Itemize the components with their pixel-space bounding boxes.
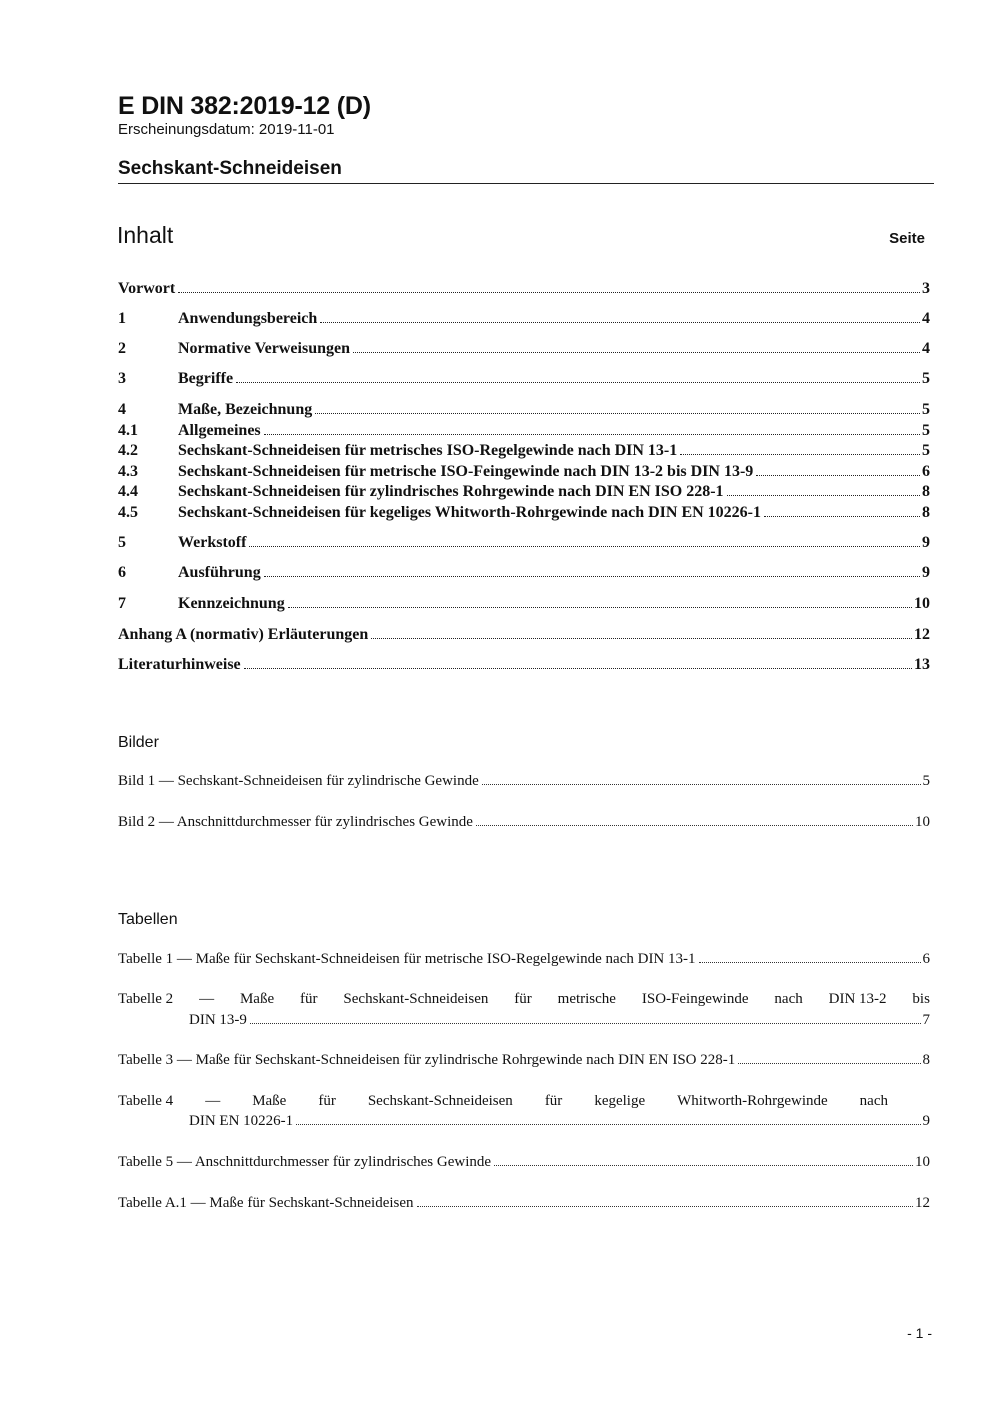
toc-entry-number: 6 xyxy=(118,564,126,581)
figure-entry[interactable] xyxy=(118,773,930,793)
document-title: Sechskant-Schneideisen xyxy=(118,158,342,179)
word: kegelige xyxy=(594,1093,646,1109)
dot-leader xyxy=(371,638,912,639)
toc-entry-title: Literaturhinweise xyxy=(118,656,241,673)
toc-entry-page: 10 xyxy=(914,595,930,612)
toc-entry-number: 4.1 xyxy=(118,422,138,439)
word: metrische xyxy=(557,991,616,1007)
table-entry-title: Tabelle 3 — Maße für Sechskant-Schneideisen für zylindrische Rohrgewinde nach DIN EN ISO 228-1 xyxy=(118,1052,736,1068)
figure-entry[interactable] xyxy=(118,814,930,834)
dot-leader xyxy=(756,475,920,476)
toc-entry-page: 9 xyxy=(922,534,930,551)
toc-entry-title: Sechskant-Schneideisen für metrisches ISO-Regelgewinde nach DIN 13-1 xyxy=(178,442,678,459)
figure-entry-page: 5 xyxy=(922,773,930,789)
table-entry-title: Tabelle 5 — Anschnittdurchmesser für zylindrisches Gewinde xyxy=(118,1154,492,1170)
toc-heading: Inhalt xyxy=(117,222,174,248)
dot-leader xyxy=(738,1063,920,1064)
toc-entry-number: 4.3 xyxy=(118,463,138,480)
dot-leader xyxy=(699,962,921,963)
dot-leader xyxy=(353,352,920,353)
dot-leader xyxy=(296,1124,920,1125)
toc-entry[interactable] xyxy=(118,504,930,525)
table-entry[interactable] xyxy=(118,951,930,971)
toc-entry-page: 8 xyxy=(922,483,930,500)
table-entry[interactable] xyxy=(118,1052,930,1072)
toc-entry-title: Anwendungsbereich xyxy=(178,310,318,327)
word: für xyxy=(514,991,532,1007)
toc-entry[interactable] xyxy=(118,310,930,331)
toc-entry-title: Vorwort xyxy=(118,280,176,297)
dot-leader xyxy=(320,322,920,323)
toc-entry-page: 5 xyxy=(922,442,930,459)
table-entry-title: DIN 13-9 xyxy=(189,1012,247,1028)
dot-leader xyxy=(244,668,912,669)
toc-entry-page: 5 xyxy=(922,401,930,418)
table-entry-page: 7 xyxy=(922,1012,930,1028)
table-entry-page: 12 xyxy=(915,1195,930,1211)
dot-leader xyxy=(727,495,920,496)
toc-entry-number: 7 xyxy=(118,595,126,612)
dot-leader xyxy=(178,292,920,293)
table-entry-title: DIN EN 10226-1 xyxy=(189,1113,294,1129)
toc-entry-page: 4 xyxy=(922,310,930,327)
word: für xyxy=(318,1093,336,1109)
word: Tabelle 4 xyxy=(118,1093,174,1109)
document-id: E DIN 382:2019-12 (D) xyxy=(118,92,371,120)
table-entry-title: Tabelle A.1 — Maße für Sechskant-Schneideisen xyxy=(118,1195,414,1211)
table-entry-page: 8 xyxy=(922,1052,930,1068)
word: Whitworth-Rohrgewinde xyxy=(677,1093,828,1109)
figures-heading: Bilder xyxy=(118,734,159,751)
toc-entry-page: 13 xyxy=(914,656,930,673)
toc-entry-page: 12 xyxy=(914,626,930,643)
word: Tabelle 2 xyxy=(118,991,174,1007)
dot-leader xyxy=(264,434,920,435)
word: Maße xyxy=(239,991,275,1007)
toc-entry-title: Werkstoff xyxy=(178,534,247,551)
table-entry-page: 6 xyxy=(922,951,930,967)
toc-entry[interactable] xyxy=(118,483,930,504)
toc-entry[interactable] xyxy=(118,534,930,555)
word: — xyxy=(205,1093,221,1109)
toc-entry-number: 3 xyxy=(118,370,126,387)
word: für xyxy=(544,1093,563,1109)
toc-entry-title: Normative Verweisungen xyxy=(178,340,350,357)
word: Maße xyxy=(252,1093,287,1109)
toc-entry[interactable] xyxy=(118,422,930,443)
toc-entry[interactable] xyxy=(118,656,930,677)
table-entry-continuation xyxy=(189,1113,930,1133)
toc-entry[interactable] xyxy=(118,463,930,484)
toc-entry-page: 6 xyxy=(922,463,930,480)
table-entry-page: 10 xyxy=(915,1154,930,1170)
dot-leader xyxy=(482,784,921,785)
toc-entry-page: 9 xyxy=(922,564,930,581)
dot-leader xyxy=(264,576,920,577)
dot-leader xyxy=(417,1206,913,1207)
toc-entry-title: Ausführung xyxy=(178,564,261,581)
toc-entry[interactable] xyxy=(118,370,930,391)
figure-entry-title: Bild 2 — Anschnittdurchmesser für zylindrisches Gewinde xyxy=(118,814,473,830)
publication-date: Erscheinungsdatum: 2019-11-01 xyxy=(118,121,335,138)
toc-entry-number: 4 xyxy=(118,401,126,418)
toc-entry-title: Kennzeichnung xyxy=(178,595,285,612)
word: nach xyxy=(774,991,803,1007)
toc-entry[interactable] xyxy=(118,401,930,422)
dot-leader xyxy=(249,546,920,547)
toc-entry[interactable] xyxy=(118,595,930,616)
toc-entry-number: 4.5 xyxy=(118,504,138,521)
word: Sechskant-Schneideisen xyxy=(367,1093,513,1109)
toc-entry[interactable] xyxy=(118,626,930,647)
figure-entry-title: Bild 1 — Sechskant-Schneideisen für zylindrische Gewinde xyxy=(118,773,479,789)
dot-leader xyxy=(680,454,920,455)
word: — xyxy=(199,991,215,1007)
dot-leader xyxy=(288,607,912,608)
toc-entry[interactable] xyxy=(118,340,930,361)
word: ISO-Feingewinde xyxy=(641,991,749,1007)
dot-leader xyxy=(494,1165,913,1166)
table-entry-page: 9 xyxy=(922,1113,930,1129)
dot-leader xyxy=(764,516,920,517)
toc-entry-title: Sechskant-Schneideisen für metrische ISO-Feingewinde nach DIN 13-2 bis DIN 13-9 xyxy=(178,463,754,480)
page-column-label: Seite xyxy=(889,230,925,247)
dot-leader xyxy=(476,825,913,826)
toc-entry-number: 4.4 xyxy=(118,483,138,500)
dot-leader xyxy=(236,382,920,383)
toc-entry[interactable] xyxy=(118,564,930,585)
word: DIN 13-2 xyxy=(828,991,887,1007)
toc-entry-title: Sechskant-Schneideisen für zylindrisches Rohrgewinde nach DIN EN ISO 228-1 xyxy=(178,483,724,500)
dot-leader xyxy=(250,1023,921,1024)
table-entry[interactable] xyxy=(118,1195,930,1215)
toc-entry[interactable] xyxy=(118,280,930,301)
toc-entry-page: 8 xyxy=(922,504,930,521)
toc-entry-number: 4.2 xyxy=(118,442,138,459)
table-entry-continuation xyxy=(189,1012,930,1032)
word: für xyxy=(300,991,318,1007)
page-number: - 1 - xyxy=(907,1325,932,1341)
toc-entry[interactable] xyxy=(118,442,930,463)
toc-entry-page: 5 xyxy=(922,422,930,439)
toc-entry-page: 4 xyxy=(922,340,930,357)
toc-entry-title: Allgemeines xyxy=(178,422,261,439)
toc-entry-title: Maße, Bezeichnung xyxy=(178,401,313,418)
figure-entry-page: 10 xyxy=(915,814,930,830)
tables-heading: Tabellen xyxy=(118,911,178,928)
toc-entry-page: 5 xyxy=(922,370,930,387)
title-divider xyxy=(118,183,934,184)
word: Sechskant-Schneideisen xyxy=(343,991,489,1007)
dot-leader xyxy=(315,413,920,414)
table-entry-title-line xyxy=(118,991,930,1011)
toc-entry-title: Sechskant-Schneideisen für kegeliges Whitworth-Rohrgewinde nach DIN EN 10226-1 xyxy=(178,504,761,521)
toc-entry-title: Anhang A (normativ) Erläuterungen xyxy=(118,626,369,643)
table-entry[interactable] xyxy=(118,1154,930,1174)
toc-entry-title: Begriffe xyxy=(178,370,234,387)
table-entry-title-line xyxy=(118,1093,888,1113)
table-entry-title: Tabelle 1 — Maße für Sechskant-Schneideisen für metrische ISO-Regelgewinde nach DIN 13-1 xyxy=(118,951,696,967)
word: bis xyxy=(912,991,930,1007)
toc-entry-number: 1 xyxy=(118,310,126,327)
toc-entry-number: 5 xyxy=(118,534,126,551)
toc-entry-page: 3 xyxy=(922,280,930,297)
word: nach xyxy=(859,1093,888,1109)
toc-entry-number: 2 xyxy=(118,340,126,357)
